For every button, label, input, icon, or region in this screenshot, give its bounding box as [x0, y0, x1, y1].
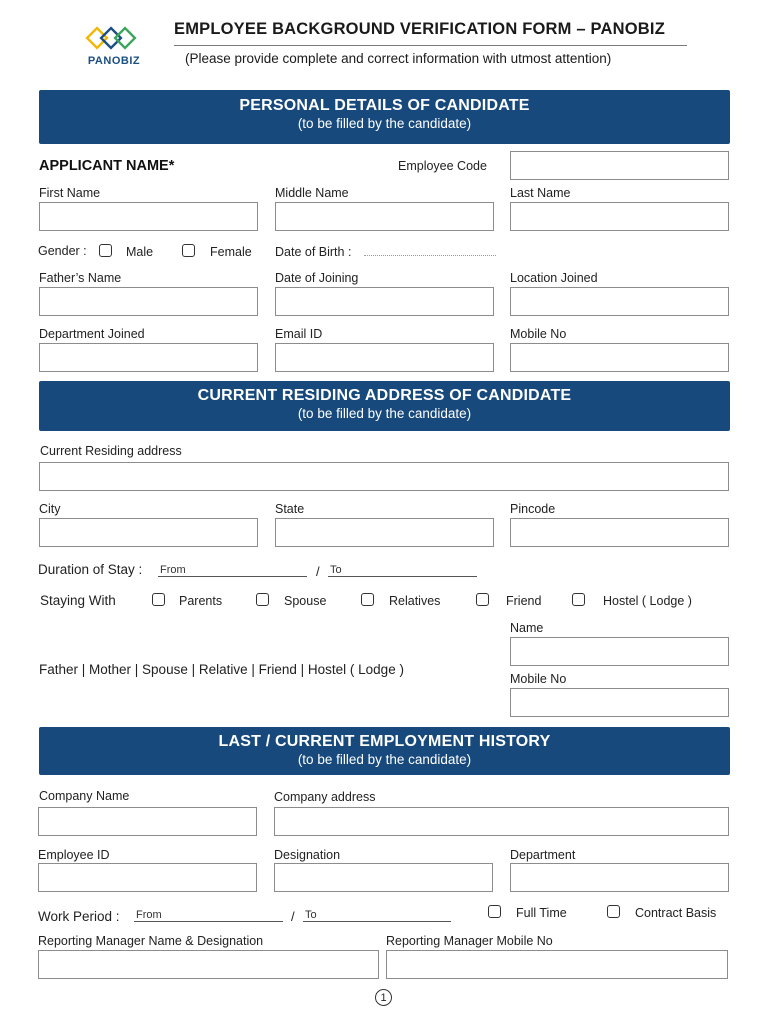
work-from-label: From	[136, 909, 162, 921]
stay-separator: /	[316, 564, 320, 579]
manager-mobile-input[interactable]	[386, 950, 728, 979]
friend-checkbox[interactable]	[476, 593, 489, 606]
male-checkbox[interactable]	[99, 244, 112, 257]
employee-code-label: Employee Code	[398, 159, 487, 173]
state-input[interactable]	[275, 518, 494, 547]
first-name-input[interactable]	[39, 202, 258, 231]
manager-name-input[interactable]	[38, 950, 379, 979]
logo-text: PANOBIZ	[87, 55, 141, 67]
dob-entry-line[interactable]	[364, 255, 496, 256]
section-banner-personal	[39, 90, 730, 144]
stay-to-line[interactable]	[328, 576, 477, 577]
company-address-input[interactable]	[274, 807, 729, 836]
department-joined-label: Department Joined	[39, 327, 145, 341]
spouse-label: Spouse	[284, 594, 327, 608]
designation-label: Designation	[274, 848, 341, 862]
duration-of-stay-label: Duration of Stay :	[38, 562, 143, 577]
mobile-no-label: Mobile No	[510, 327, 567, 341]
relatives-label: Relatives	[389, 594, 441, 608]
company-name-label: Company Name	[39, 789, 130, 803]
contact-name-input[interactable]	[510, 637, 729, 666]
middle-name-label: Middle Name	[275, 186, 349, 200]
contract-basis-label: Contract Basis	[635, 906, 717, 920]
fathers-name-label: Father’s Name	[39, 271, 122, 285]
contact-mobile-input[interactable]	[510, 688, 729, 717]
section-title: LAST / CURRENT EMPLOYMENT HISTORY	[218, 733, 551, 750]
date-of-joining-input[interactable]	[275, 287, 494, 316]
last-name-input[interactable]	[510, 202, 729, 231]
male-label: Male	[126, 245, 154, 259]
work-separator: /	[291, 909, 295, 924]
gender-label: Gender :	[38, 244, 87, 258]
current-address-label: Current Residing address	[40, 444, 182, 458]
section-subtitle: (to be filled by the candidate)	[297, 116, 472, 131]
hostel-checkbox[interactable]	[572, 593, 585, 606]
contact-name-label: Name	[510, 621, 544, 635]
section-banner-employment	[39, 727, 730, 775]
location-joined-label: Location Joined	[510, 271, 598, 285]
section-banner-address	[39, 381, 730, 431]
department-label: Department	[510, 848, 576, 862]
date-of-joining-label: Date of Joining	[275, 271, 359, 285]
first-name-label: First Name	[39, 186, 101, 200]
employee-code-input[interactable]	[510, 151, 729, 180]
city-label: City	[39, 502, 61, 516]
location-joined-input[interactable]	[510, 287, 729, 316]
form-subtitle: (Please provide complete and correct information with utmost attention)	[185, 51, 612, 66]
female-checkbox[interactable]	[182, 244, 195, 257]
state-label: State	[275, 502, 305, 516]
section-title: CURRENT RESIDING ADDRESS OF CANDIDATE	[197, 387, 572, 404]
relatives-checkbox[interactable]	[361, 593, 374, 606]
department-input[interactable]	[510, 863, 729, 892]
email-id-label: Email ID	[275, 327, 323, 341]
manager-name-label: Reporting Manager Name & Designation	[38, 934, 264, 948]
designation-input[interactable]	[274, 863, 493, 892]
spouse-checkbox[interactable]	[256, 593, 269, 606]
work-to-label: To	[305, 909, 317, 921]
city-input[interactable]	[39, 518, 258, 547]
stay-from-line[interactable]	[158, 576, 307, 577]
relation-options-text: Father | Mother | Spouse | Relative | Friend | Hostel ( Lodge )	[39, 662, 404, 677]
employee-id-label: Employee ID	[38, 848, 110, 862]
applicant-name-heading: APPLICANT NAME*	[39, 158, 175, 174]
parents-label: Parents	[179, 594, 223, 608]
email-id-input[interactable]	[275, 343, 494, 372]
work-from-line[interactable]	[134, 921, 283, 922]
pincode-label: Pincode	[510, 502, 556, 516]
staying-with-label: Staying With	[40, 593, 116, 608]
stay-to-label: To	[330, 564, 342, 576]
logo-diamonds-icon	[84, 22, 144, 56]
work-period-label: Work Period :	[38, 909, 120, 924]
last-name-label: Last Name	[510, 186, 571, 200]
middle-name-input[interactable]	[275, 202, 494, 231]
dob-label: Date of Birth :	[275, 245, 352, 259]
company-address-label: Company address	[274, 790, 376, 804]
department-joined-input[interactable]	[39, 343, 258, 372]
mobile-no-input[interactable]	[510, 343, 729, 372]
contact-mobile-label: Mobile No	[510, 672, 567, 686]
hostel-label: Hostel ( Lodge )	[603, 594, 692, 608]
page-number: 1	[375, 989, 392, 1006]
section-subtitle: (to be filled by the candidate)	[297, 406, 472, 421]
full-time-label: Full Time	[516, 906, 567, 920]
form-title: EMPLOYEE BACKGROUND VERIFICATION FORM – PANOBIZ	[174, 20, 665, 38]
manager-mobile-label: Reporting Manager Mobile No	[386, 934, 553, 948]
company-name-input[interactable]	[38, 807, 257, 836]
title-divider	[174, 45, 687, 46]
current-address-input[interactable]	[39, 462, 729, 491]
pincode-input[interactable]	[510, 518, 729, 547]
section-subtitle: (to be filled by the candidate)	[297, 752, 472, 767]
contract-basis-checkbox[interactable]	[607, 905, 620, 918]
employee-id-input[interactable]	[38, 863, 257, 892]
section-title: PERSONAL DETAILS OF CANDIDATE	[239, 97, 530, 114]
fathers-name-input[interactable]	[39, 287, 258, 316]
parents-checkbox[interactable]	[152, 593, 165, 606]
female-label: Female	[210, 245, 252, 259]
work-to-line[interactable]	[303, 921, 451, 922]
full-time-checkbox[interactable]	[488, 905, 501, 918]
friend-label: Friend	[506, 594, 542, 608]
stay-from-label: From	[160, 564, 186, 576]
